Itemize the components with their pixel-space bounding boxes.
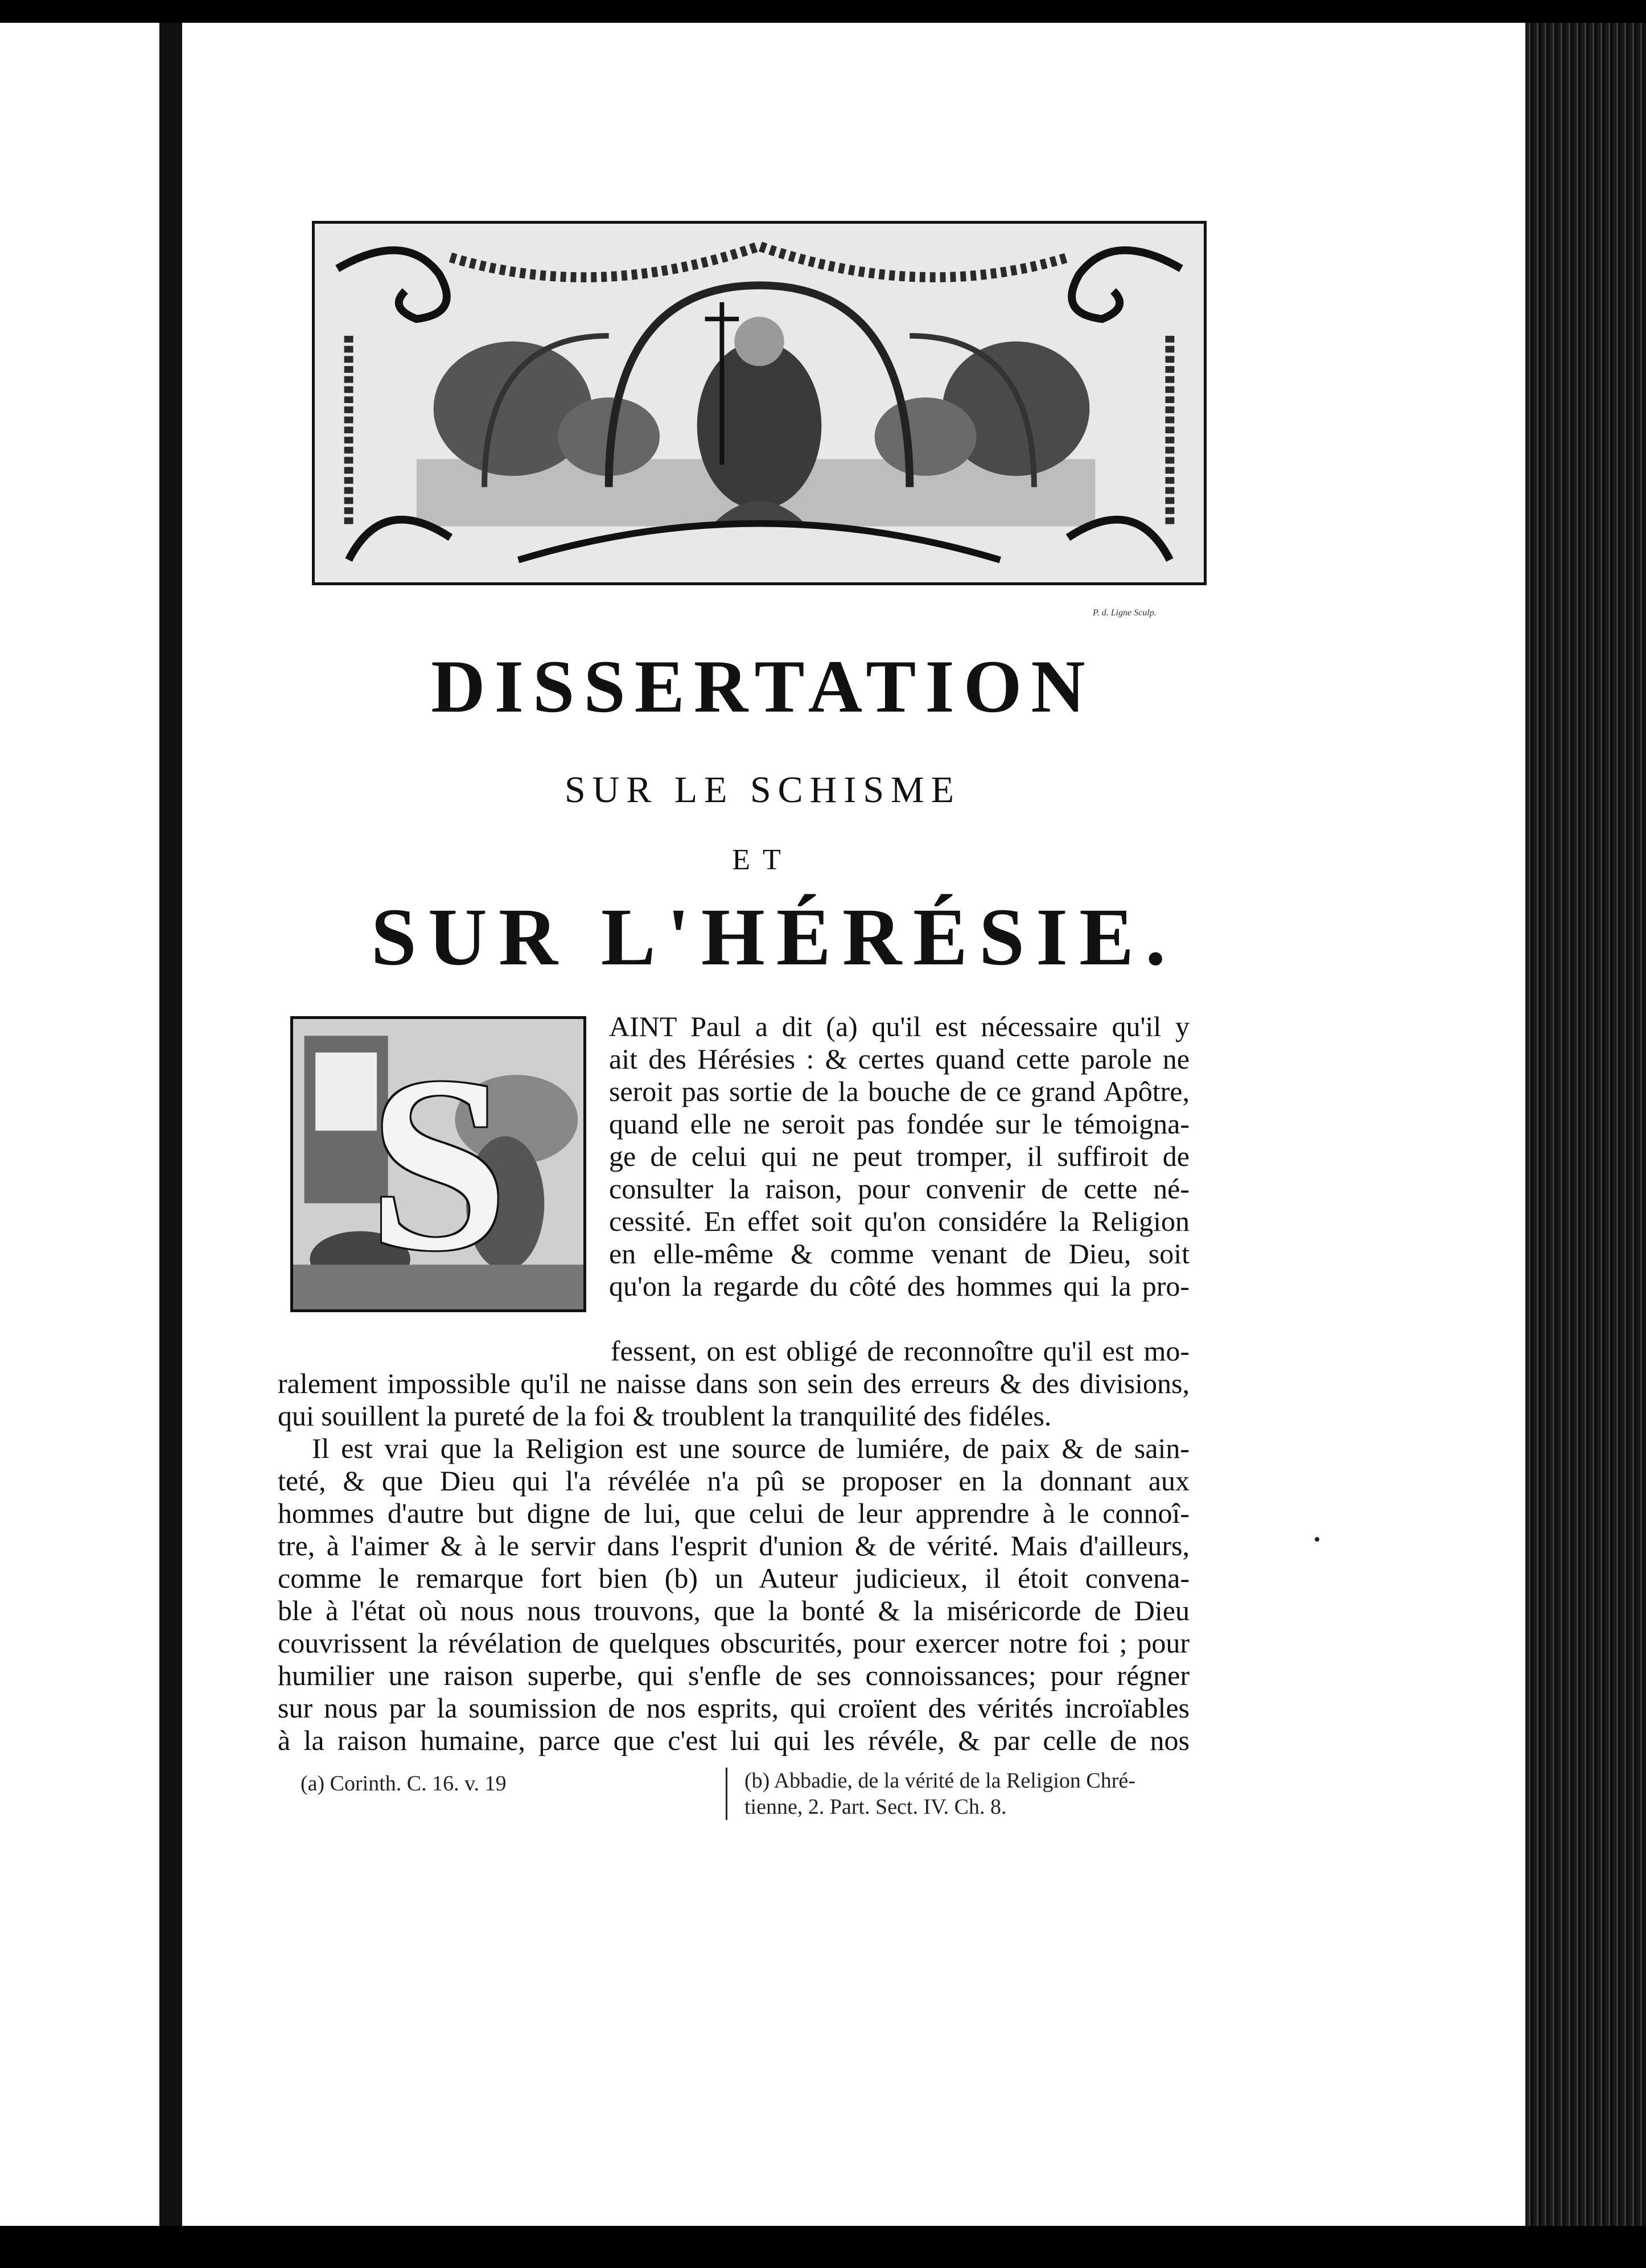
text-line: fessent, on est obligé de reconnoître qu'il est mo-: [611, 1335, 1190, 1367]
text-line: ge de celui qui ne peut tromper, il suffiroit de: [609, 1140, 1190, 1172]
dropcap-letter: S: [368, 1025, 508, 1303]
facing-page-edge: [0, 23, 159, 2226]
text-line: à la raison humaine, parce que c'est lui qui les révéle, & par celle de nos: [278, 1724, 1190, 1756]
headpiece-illustration: [315, 224, 1204, 582]
text-line: qu'on la regarde du côté des hommes qui la pro-: [609, 1270, 1190, 1302]
title-conjunction: ET: [732, 844, 793, 876]
text-line: consulter la raison, pour convenir de cette né-: [609, 1173, 1190, 1205]
text-line: Il est vrai que la Religion est une source de lumiére, de paix & de sain-: [312, 1432, 1190, 1464]
text-line: seroit pas sortie de la bouche de ce grand Apôtre,: [609, 1075, 1190, 1107]
footnote-b: [726, 1768, 1205, 1820]
body-text: [278, 1335, 1190, 1757]
text-line: sur nous par la soumission de nos esprits, qui croïent des vérités incroïables: [278, 1692, 1190, 1724]
text-line: AINT Paul a dit (a) qu'il est nécessaire qu'il y: [609, 1010, 1190, 1042]
title-second: SUR L'HÉRÉSIE.: [371, 892, 1178, 983]
scan-top-border: [0, 0, 1646, 23]
title-subtitle: SUR LE SCHISME: [564, 769, 961, 811]
text-line: en elle-même & comme venant de Dieu, soit: [609, 1238, 1190, 1269]
text-line: tre, à l'aimer & à le servir dans l'esprit d'union & de vérité. Mais d'ailleurs,: [278, 1530, 1190, 1562]
text-line: comme le remarque fort bien (b) un Auteur judicieux, il étoit convena-: [278, 1562, 1190, 1594]
footnote-b-line: tienne, 2. Part. Sect. IV. Ch. 8.: [744, 1795, 1007, 1819]
dropcap-illustration: [290, 1016, 586, 1312]
text-line: ait des Hérésies : & certes quand cette parole ne: [609, 1043, 1190, 1075]
text-line: ble à l'état où nous nous trouvons, que la bonté & la miséricorde de Dieu: [278, 1595, 1190, 1626]
paragraph-1-opening: [609, 1010, 1190, 1303]
text-line: qui souillent la pureté de la foi & troublent la tranquilité des fidéles.: [278, 1400, 1052, 1432]
page-block-edge: [1525, 23, 1646, 2268]
text-line: teté, & que Dieu qui l'a révélée n'a pû se proposer en la donnant aux: [278, 1465, 1190, 1497]
text-line: hommes d'autre but digne de lui, que celui de leur apprendre à le connoî-: [278, 1497, 1190, 1529]
scan-bottom-border: [0, 2226, 1646, 2268]
text-line: couvrissent la révélation de quelques obscurités, pour exercer notre foi ; pour: [278, 1627, 1190, 1659]
engraver-signature: P. d. Ligne Sculp.: [1093, 608, 1157, 618]
ink-speck: [1315, 1537, 1319, 1542]
book-spine: [159, 23, 182, 2226]
title-main: DISSERTATION: [431, 644, 1094, 728]
headpiece-engraving: [312, 221, 1207, 585]
footnote-a: (a) Corinth. C. 16. v. 19: [301, 1772, 507, 1796]
footnote-b-line: (b) Abbadie, de la vérité de la Religion Chré-: [744, 1769, 1135, 1793]
text-line: cessité. En effet soit qu'on considére la Religion: [609, 1205, 1190, 1237]
text-line: quand elle ne seroit pas fondée sur le témoigna-: [609, 1108, 1190, 1140]
text-line: ralement impossible qu'il ne naisse dans son sein des erreurs & des divisions,: [278, 1367, 1190, 1399]
text-line: humilier une raison superbe, qui s'enfle de ses connoissances; pour régner: [278, 1659, 1190, 1691]
